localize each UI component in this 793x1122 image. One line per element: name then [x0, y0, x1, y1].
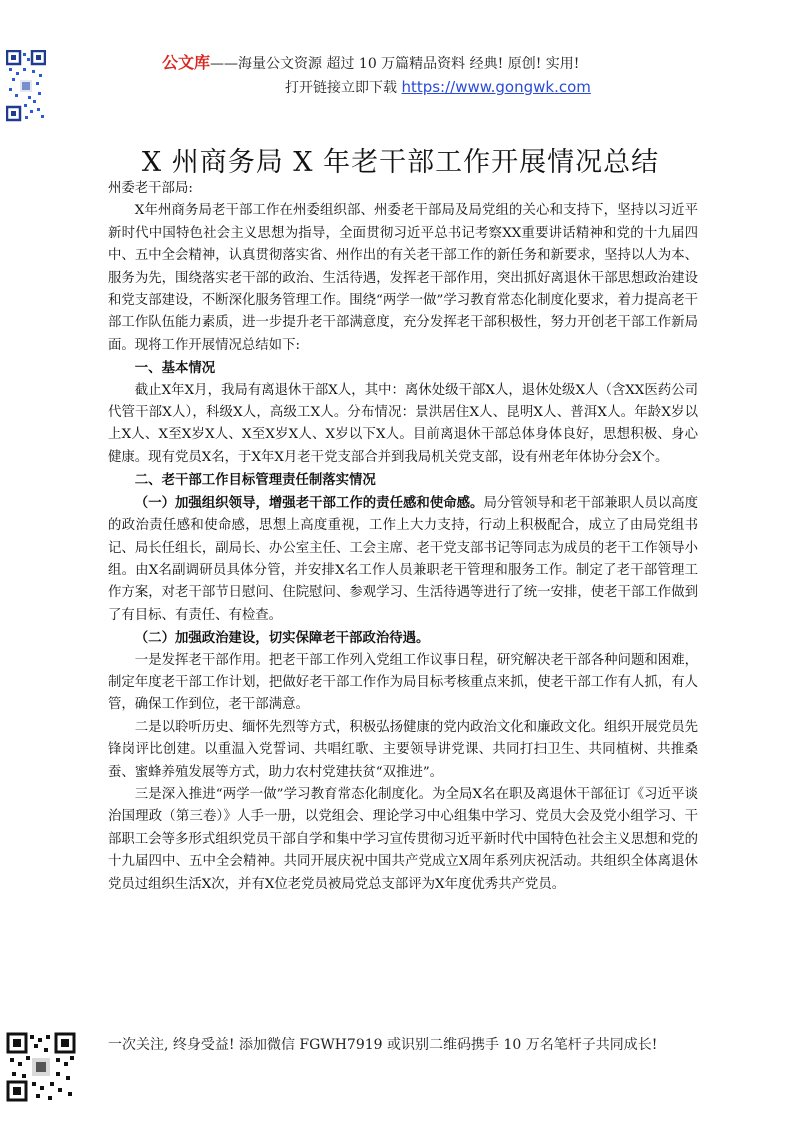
salutation: 州委老干部局: [108, 181, 193, 196]
download-link[interactable]: https://www.gongwk.com [401, 78, 591, 96]
subsection-1-title: （一）加强组织领导，增强老干部工作的责任感和使命感。 [134, 494, 484, 511]
tagline-text: ——海量公文资源 超过 10 万篇精品资料 经典! 原创! 实用! [210, 56, 580, 72]
basic-info-paragraph: 截止X年X月，我局有离退休干部X人，其中：离休处级干部X人，退休处级X人（含XX医药公司代管干部X人），科级X人，高级工X人。分布情况：景洪居住X人、昆明X人、普洱X人。年龄X岁以上X人、X至X岁X人、X至X岁X人、X岁以下X人。目前离退休干部总体身体良好，思想积极、身心健康。现有党员X名，于X年X月老干党支部合并到我局机关党支部，设有州老年体协分会X个。 [108, 382, 698, 465]
paragraph-item-3: 三是深入推进“两学一做”学习教育常态化制度化。为全局X名在职及离退休干部征订《习近平谈治国理政（第三卷）》人手一册，以党组会、理论学习中心组集中学习、党员大会及党小组学习、干部职工会等多形式组织党员干部自学和集中学习宣传贯彻习近平新时代中国特色社会主义思想和党的十九届四中、五中全会精神。共同开展庆祝中国共产党成立X周年系列庆祝活动。共组织全体离退休党员过组织生活X次，并有X位老党员被局党总支部评为X年度优秀共产党员。 [108, 786, 698, 892]
document-body [108, 178, 698, 896]
section-heading-2: 二、老干部工作目标管理责任制落实情况 [134, 472, 376, 489]
subsection-2-title: （二）加强政治建设，切实保障老干部政治待遇。 [134, 630, 430, 647]
qr-code-icon [6, 50, 46, 122]
paragraph-item-2: 二是以聆听历史、缅怀先烈等方式，积极弘扬健康的党内政治文化和廉政文化。组织开展党员先锋岗评比创建。以重温入党誓词、共唱红歌、主要领导讲党课、共同打扫卫生、共同植树、共推桑蚕、蜜蜂养殖发展等方式，助力农村党建扶贫“双推进”。 [108, 719, 698, 780]
brand-name: 公文库 [162, 53, 211, 72]
download-label: 打开链接立即下载 [285, 80, 397, 96]
subsection-1-paragraph [108, 492, 698, 627]
footer-promo: 一次关注, 终身受益! 添加微信 FGWH7919 或识别二维码携手 10 万名笔杆子共同成长! [108, 1037, 658, 1053]
subsection-1-body: 局分管领导和老干部兼职人员以高度的政治责任感和使命感，思想上高度重视，工作上大力支持，行动上积极配合，成立了由局党组书记、局长任组长，副局长、办公室主任、工会主席、老干党支部书记等同志为成员的老干工作领导小组。由X名副调研员具体分管，并安排X名工作人员兼职老干管理和服务工作。制定了老干部管理工作方案，对老干部节日慰问、住院慰问、参观学习、生活待遇等进行了统一安排，使老干部工作做到了有目标、有责任、有检查。 [108, 495, 699, 623]
banner-download [285, 77, 765, 97]
intro-paragraph: X年州商务局老干部工作在州委组织部、州委老干部局及局党组的关心和支持下，坚持以习近平新时代中国特色社会主义思想为指导，全面贯彻习近平总书记考察XX重要讲话精神和党的十九届四中、五中全会精神，认真贯彻落实省、州作出的有关老干部工作的新任务和新要求，坚持以人为本、服务为先，围绕落实老干部的政治、生活待遇，发挥老干部作用，突出抓好离退休干部思想政治建设和党支部建设，不断深化服务管理工作。围绕“两学一做”学习教育常态化制度化要求，着力提高老干部工作队伍能力素质，进一步提升老干部满意度，充分发挥老干部积极性，努力开创老干部工作新局面。现将工作开展情况总结如下: [108, 203, 698, 353]
page-title: X 州商务局 X 年老干部工作开展情况总结 [141, 147, 660, 178]
paragraph-item-1: 一是发挥老干部作用。把老干部工作列入党组工作议事日程，研究解决老干部各种问题和困难，制定年度老干部工作计划，把做好老干部工作作为局目标考核重点来抓，使老干部工作有人抓，有人管，确保工作到位，老干部满意。 [108, 652, 698, 713]
section-heading-1: 一、基本情况 [134, 360, 216, 377]
banner-tagline [162, 50, 722, 73]
qr-code-icon [6, 1032, 76, 1102]
